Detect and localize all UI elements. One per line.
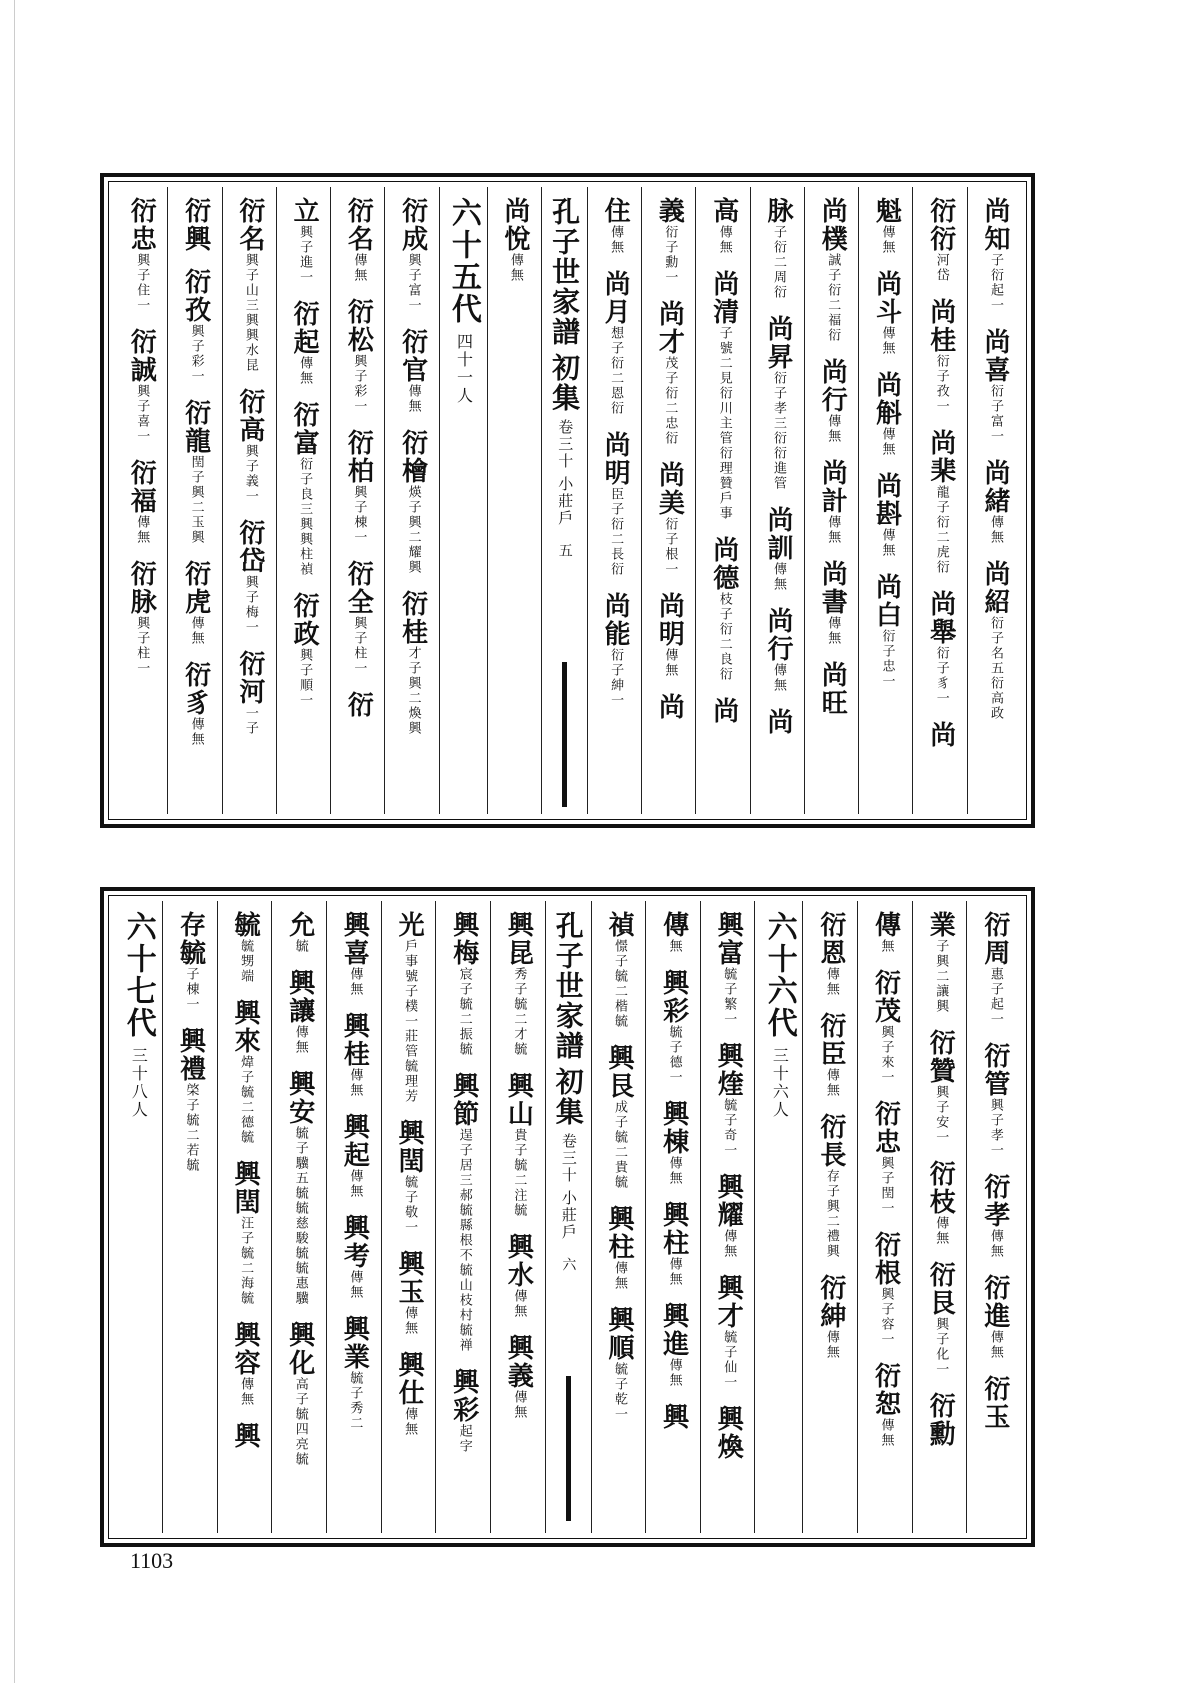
bottom-columns: [114, 901, 1021, 1533]
genealogy-column: [217, 901, 272, 1533]
genealogy-column: [276, 187, 330, 814]
column-text: 興昆秀子毓二才毓 興山貴子毓二注毓 興水傳無 興義傳無: [503, 911, 534, 1420]
column-text: 興富毓子繁一 興煃毓子奇一 興耀傳無 興才毓子仙一 興煥: [713, 911, 744, 1461]
genealogy-column: [490, 901, 545, 1533]
column-text: 衍周惠子起一 衍管興子孝一 衍孝傳無 衍進傳無 衍玉: [979, 911, 1010, 1431]
generation-heading: [754, 901, 802, 1533]
genealogy-column: [804, 187, 858, 814]
column-text: 住傳無 尚月想子衍二恩衍 尚明臣子衍二長衍 尚能衍子紳一: [600, 197, 631, 708]
genealogy-column: [750, 187, 804, 814]
column-text: 毓毓甥端 興來煒子毓二德毓 興閏汪子毓二海毓 興容傳無 興: [230, 911, 261, 1450]
spine-volume: 卷三十: [556, 419, 575, 470]
bottom-genealogy-panel: [100, 887, 1035, 1547]
spine-volume: 卷三十: [559, 1133, 578, 1184]
generation-heading: [114, 901, 162, 1533]
genealogy-column: [330, 187, 384, 814]
column-text: 傳無 興彩毓子德一 興棟傳無 興柱傳無 興進傳無 興: [658, 911, 689, 1431]
column-text: 魁傳無 尚斗傳無 尚斛傳無 尚斟傳無 尚白衍子忠一: [871, 197, 902, 689]
spine-place: 小莊戶: [556, 476, 575, 527]
generation-title: 六十五代: [445, 197, 481, 325]
genealogy-column: [222, 187, 276, 814]
column-text: 衍名興子山三興興水昆 衍高興子義一 衍岱興子梅一 衍河一子: [234, 197, 265, 736]
genealogy-column: [695, 187, 749, 814]
spine-bar: [562, 662, 567, 807]
column-text: 存毓子棟一 興禮棨子毓二若毓: [175, 911, 206, 1173]
top-columns: [114, 187, 1021, 814]
book-spine-column: [545, 901, 591, 1533]
generation-count: 四十一人: [454, 333, 474, 405]
spine-title: 孔子世家譜: [551, 911, 585, 1061]
column-text: 衍恩傳無 衍臣傳無 衍長存子興二禮興 衍紳傳無: [815, 911, 846, 1360]
book-spine-column: [541, 187, 587, 814]
genealogy-column: [435, 901, 490, 1533]
generation-count: 三十八人: [129, 1047, 149, 1119]
genealogy-column: [487, 187, 541, 814]
genealogy-column: [167, 187, 221, 814]
column-text: 脉子衍二周衍 尚昇衍子孝三衍衍進管 尚訓傳無 尚行傳無 尚: [762, 197, 793, 736]
column-text: 禎憬子毓二楷毓 興艮成子毓二貴毓 興柱傳無 興順毓子乾一: [603, 911, 634, 1422]
column-text: 傳無 衍茂興子來一 衍忠興子閏一 衍根興子容一 衍恕傳無: [870, 911, 901, 1448]
generation-heading: [439, 187, 487, 814]
column-text: 允毓 興讓傳無 興安毓子驥五毓毓慈駿毓毓惠驥 興化高子毓四亮毓: [284, 911, 315, 1467]
genealogy-column: [591, 901, 646, 1533]
genealogy-column: [700, 901, 755, 1533]
column-text: 興梅宸子毓二振毓 興節逞子居三郝毓縣根不毓山枝村毓禅 興彩起字: [448, 911, 479, 1454]
genealogy-column: [645, 901, 700, 1533]
genealogy-column: [857, 901, 912, 1533]
column-text: 衍成興子富一 衍官傳無 衍檜煐子興二耀興 衍桂才子興二煥興: [397, 197, 428, 736]
spine-bar: [566, 1376, 571, 1521]
generation-count: 三十六人: [770, 1047, 790, 1119]
page-number: 1103: [130, 1548, 174, 1573]
genealogy-column: [966, 901, 1021, 1533]
column-text: 尚樸誠子衍二福衍 尚行傳無 尚計傳無 尚書傳無 尚旺: [817, 197, 848, 717]
column-text: 衍興 衍孜興子彩一 衍龍閏子興二玉興 衍虎傳無 衍豸傳無: [180, 197, 211, 747]
spine-leaf-number: 五: [556, 543, 573, 559]
spine-collection: 初集: [548, 353, 582, 413]
genealogy-column: [641, 187, 695, 814]
column-text: 業子興二讓興 衍贊興子安一 衍枝傳無 衍艮興子化一 衍勳: [925, 911, 956, 1448]
spine-title: 孔子世家譜: [548, 197, 582, 347]
column-text: 光戶事號子樸一莊管毓理芳 興閏毓子敬一 興玉傳無 興仕傳無: [394, 911, 425, 1437]
column-text: 義衍子勳一 尚才茂子衍二忠衍 尚美衍子根一 尚明傳無 尚: [654, 197, 685, 721]
column-text: 立興子進一 衍起傳無 衍富衍子良三興興柱禎 衍政興子順一: [289, 197, 320, 708]
genealogy-column: [912, 901, 967, 1533]
column-text: 興喜傳無 興桂傳無 興起傳無 興考傳無 興業毓子秀二: [339, 911, 370, 1431]
column-text: 衍忠興子住一 衍誠興子喜一 衍福傳無 衍脉興子柱一: [126, 197, 157, 676]
spine-collection: 初集: [551, 1067, 585, 1127]
column-text: 衍名傳無 衍松興子彩一 衍柏興子棟一 衍全興子柱一 衍: [343, 197, 374, 719]
genealogy-column: [114, 187, 167, 814]
genealogy-column: [326, 901, 381, 1533]
genealogy-column: [858, 187, 912, 814]
generation-title: 六十六代: [761, 911, 797, 1039]
top-genealogy-panel: [100, 173, 1035, 828]
spine-leaf-number: 六: [560, 1257, 577, 1273]
genealogy-column: [271, 901, 326, 1533]
generation-title: 六十七代: [120, 911, 156, 1039]
genealogy-column: [967, 187, 1021, 814]
genealogy-column: [381, 901, 436, 1533]
spine-place: 小莊戶: [559, 1190, 578, 1241]
column-text: 高傳無 尚清子號二見衍川主管衍理贊戶事 尚德枝子衍二良衍 尚: [708, 197, 739, 725]
genealogy-column: [912, 187, 966, 814]
genealogy-column: [587, 187, 641, 814]
column-text: 尚悅傳無: [499, 197, 530, 283]
scan-edge-line: [14, 0, 15, 1683]
genealogy-column: [802, 901, 857, 1533]
genealogy-column: [162, 901, 217, 1533]
column-text: 尚知子衍起一 尚喜衍子富一 尚緒傳無 尚紹衍子名五衍高政: [980, 197, 1011, 721]
column-text: 衍衍河岱 尚桂衍子孜一 尚棐龍子衍二虎衍 尚舉衍子豸一 尚: [925, 197, 956, 749]
genealogy-column: [384, 187, 438, 814]
